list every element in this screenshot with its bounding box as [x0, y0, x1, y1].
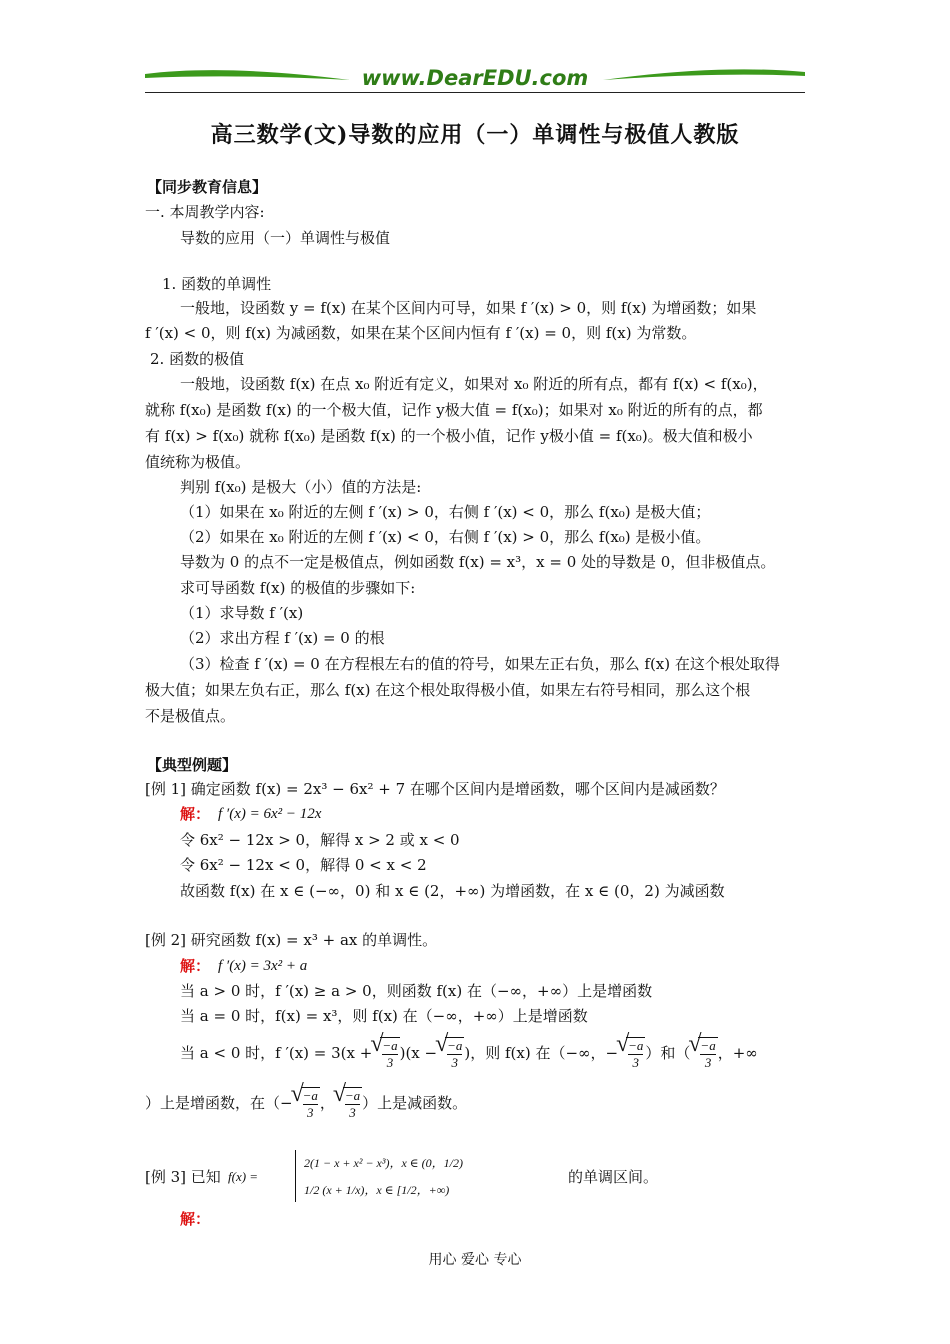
section-heading-examples: 【典型例题】 [147, 756, 238, 774]
header-swoosh-right [598, 64, 808, 88]
example-1-solution-label: 解： [180, 805, 211, 823]
example-3-fx: f(x) = [228, 1169, 259, 1184]
example-2-step2: 当 a > 0 时，f ′(x) ≥ a > 0，则函数 f(x) 在（−∞，+∞）上是增函数 [180, 982, 653, 1000]
frac-num: √ −a [302, 1088, 318, 1103]
step-3-line3: 不是极值点。 [145, 707, 236, 725]
sub1-line1: 一般地，设函数 y = f(x) 在某个区间内可导，如果 f ′(x) > 0，则 f(x) 为增函数；如果 [180, 299, 757, 317]
sqrt-frac [626, 1037, 645, 1071]
sqrt-frac [301, 1087, 320, 1121]
example-2-step4 [180, 1034, 758, 1072]
judge-rule-1: （1）如果在 x₀ 附近的左侧 f ′(x) > 0，右侧 f ′(x) < 0，那么 f(x₀) 是极大值； [180, 503, 711, 521]
ex2-s5-part-b: ， [319, 1094, 335, 1112]
sub2-line2: 就称 f(x₀) 是函数 f(x) 的一个极大值，记作 y极大值 = f(x₀)；如果对 x₀ 附近的所有的点，都 [145, 401, 763, 419]
sub1-title: 1. 函数的单调性 [162, 275, 272, 293]
step-3-line1: （3）检查 f ′(x) = 0 在方程根左右的值的符号，如果左正右负，那么 f(x) 在这个根处取得 [180, 655, 780, 673]
sqrt-frac [445, 1037, 464, 1071]
sub2-line4: 值统称为极值。 [145, 453, 251, 471]
example-1-step2: 令 6x² − 12x > 0，解得 x > 2 或 x < 0 [180, 831, 460, 849]
header-rule [145, 92, 805, 93]
example-2-step3: 当 a = 0 时，f(x) = x³，则 f(x) 在（−∞，+∞）上是增函数 [180, 1007, 588, 1025]
example-1-step4: 故函数 f(x) 在 x ∈ (−∞，0) 和 x ∈ (2，+∞) 为增函数，在 x ∈ (0，2) 为减函数 [180, 882, 725, 900]
frac-den: 3 [704, 1055, 712, 1070]
ex2-s4-part-b: )(x − [399, 1044, 438, 1062]
judge-line: 判别 f(x₀) 是极大（小）值的方法是: [180, 478, 422, 496]
judge-rule-2: （2）如果在 x₀ 附近的左侧 f ′(x) < 0，右侧 f ′(x) > 0，那么 f(x₀) 是极小值。 [180, 528, 711, 546]
example-2-question: [例 2] 研究函数 f(x) = x³ + ax 的单调性。 [145, 931, 438, 949]
frac-num: √ −a [344, 1088, 361, 1103]
example-3-question-b: 的单调区间。 [568, 1168, 659, 1186]
example-1-step3: 令 6x² − 12x < 0，解得 0 < x < 2 [180, 856, 427, 874]
example-2-step1: f ′(x) = 3x² + a [218, 958, 308, 974]
frac-num: √ −a [382, 1038, 398, 1053]
ex2-s4-part-e: ，+∞ [717, 1044, 758, 1062]
frac-den: 3 [451, 1055, 458, 1070]
frac-den: 3 [632, 1055, 640, 1070]
steps-line: 求可导函数 f(x) 的极值的步骤如下: [180, 579, 416, 597]
sub2-line3: 有 f(x) > f(x₀) 就称 f(x₀) 是函数 f(x) 的一个极小值，记作 y极小值 = f(x₀)。极大值和极小 [145, 427, 753, 445]
piecewise-brace [295, 1150, 302, 1202]
frac-den: 3 [349, 1105, 356, 1120]
ex2-s4-part-a: 当 a < 0 时，f ′(x) = 3(x + [180, 1044, 373, 1062]
ex2-s5-part-a: ）上是增函数，在（− [145, 1094, 293, 1112]
frac-num: √ −a [628, 1038, 644, 1053]
ex2-s5-part-c: ）上是减函数。 [362, 1094, 468, 1112]
step-1: （1）求导数 f ′(x) [180, 604, 304, 622]
frac-den: 3 [306, 1105, 314, 1120]
step-2: （2）求出方程 f ′(x) = 0 的根 [180, 629, 385, 647]
sub1-line2: f ′(x) < 0，则 f(x) 为减函数，如果在某个区间内恒有 f ′(x) = 0，则 f(x) 为常数。 [145, 324, 697, 342]
site-logo[interactable]: www.DearEDU.com [361, 66, 589, 90]
example-2-solution-label: 解： [180, 957, 211, 975]
ex2-s4-part-c: )，则 f(x) 在（−∞，− [464, 1044, 619, 1062]
frac-num: √ −a [447, 1038, 463, 1053]
example-2-step5 [145, 1084, 467, 1122]
section-heading-sync: 【同步教育信息】 [147, 178, 268, 196]
item-weekly-content: 一. 本周教学内容: [145, 203, 265, 221]
step-3-line2: 极大值；如果左负右正，那么 f(x) 在这个根处取得极小值，如果左右符号相同，那么这个根 [145, 681, 751, 699]
ex2-s4-part-d: ）和（ [645, 1044, 691, 1062]
example-3-question-a: [例 3] 已知 [145, 1168, 221, 1186]
frac-num: √ −a [700, 1038, 716, 1053]
sub2-line1: 一般地，设函数 f(x) 在点 x₀ 附近有定义，如果对 x₀ 附近的所有点，都有 f(x) < f(x₀)， [180, 375, 768, 393]
example-3-case-2: 1/2 (x + 1/x)，x ∈ [1/2，+∞) [304, 1183, 450, 1197]
topic-line: 导数的应用（一）单调性与极值 [180, 229, 391, 247]
page-footer: 用心 爱心 专心 [428, 1252, 522, 1268]
example-1-question: [例 1] 确定函数 f(x) = 2x³ − 6x² + 7 在哪个区间内是增函数，哪个区间内是减函数？ [145, 780, 725, 798]
example-3-case-1: 2(1 − x + x² − x³)，x ∈ (0，1/2) [304, 1156, 463, 1170]
header-swoosh-left [145, 64, 355, 88]
frac-den: 3 [386, 1055, 394, 1070]
sqrt-frac [698, 1037, 717, 1071]
sqrt-frac [343, 1087, 362, 1121]
sqrt-frac [380, 1037, 399, 1071]
example-1-step1: f ′(x) = 6x² − 12x [218, 806, 322, 822]
page-title: 高三数学(文)导数的应用（一）单调性与极值人教版 [210, 122, 740, 148]
example-3-solution-label: 解： [180, 1210, 211, 1228]
note-line: 导数为 0 的点不一定是极值点，例如函数 f(x) = x³，x = 0 处的导数是 0，但非极值点。 [180, 553, 776, 571]
sub2-title: 2. 函数的极值 [150, 350, 245, 368]
